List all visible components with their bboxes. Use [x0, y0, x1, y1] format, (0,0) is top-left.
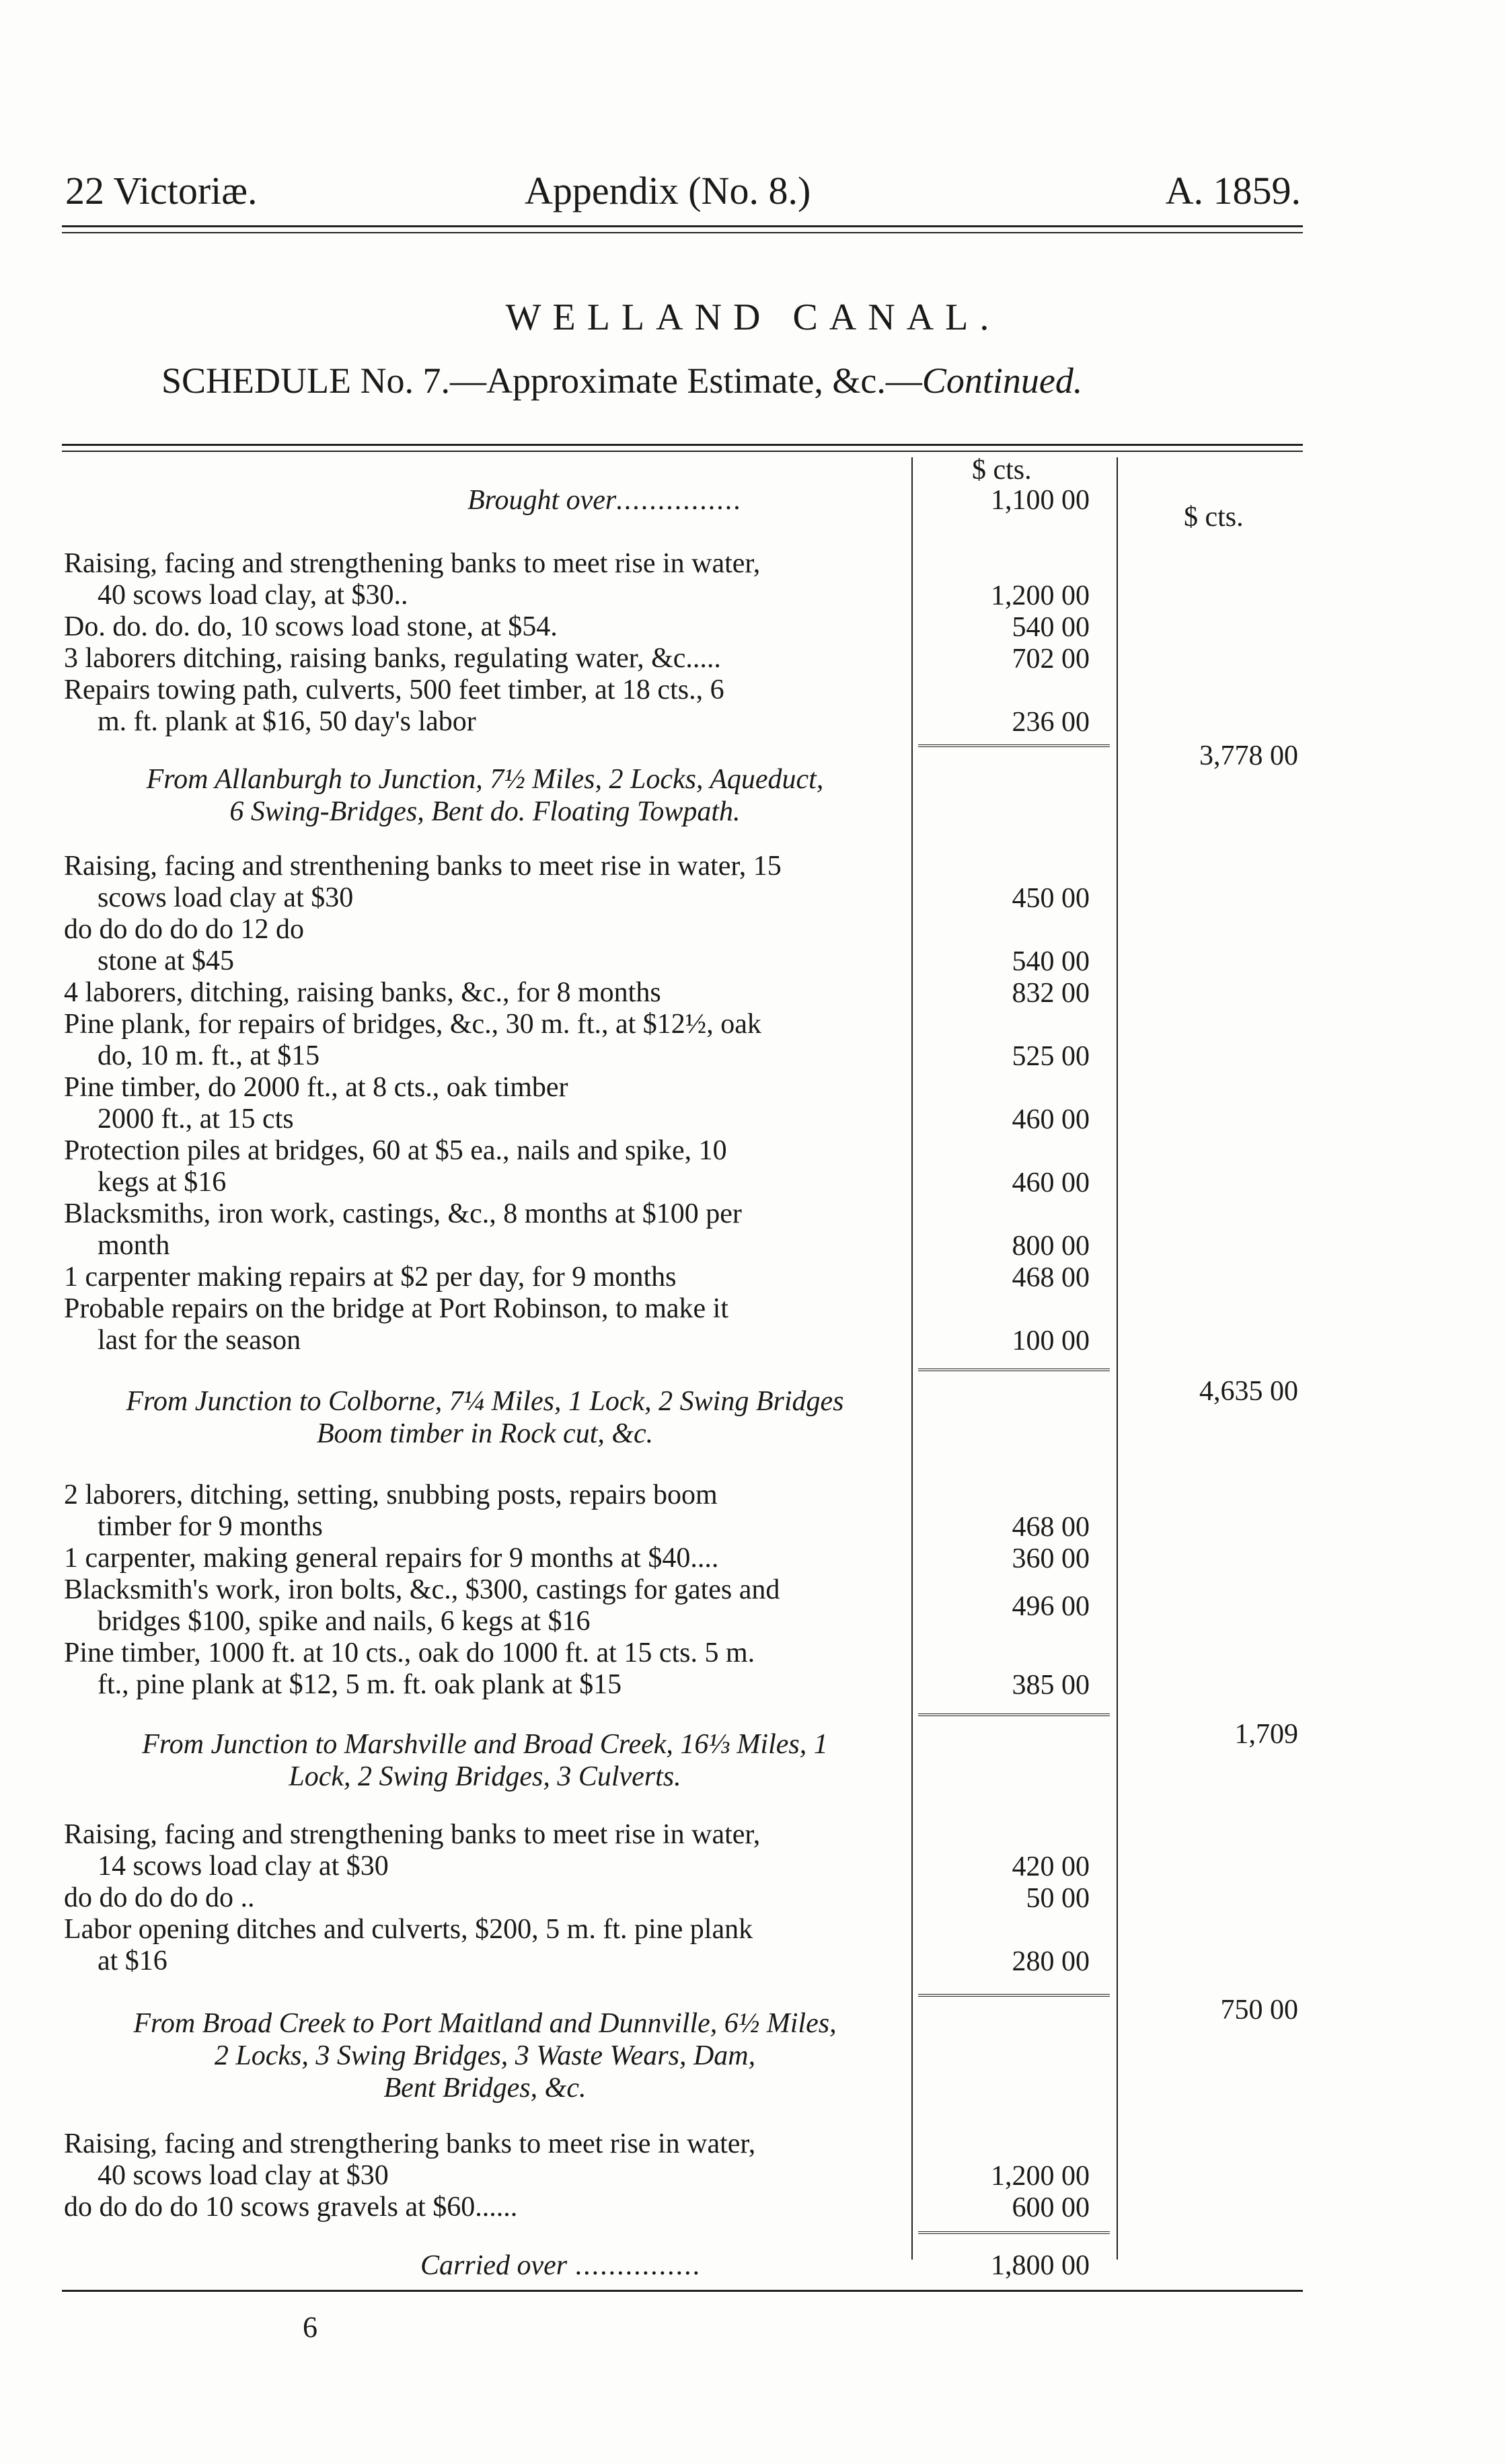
column-divider-description	[911, 457, 913, 2260]
row-amount: 385 00	[1012, 1670, 1090, 1701]
row-amount: 236 00	[1012, 707, 1090, 738]
carried-over-rule	[918, 2231, 1110, 2234]
row-amount: 496 00	[1012, 1591, 1090, 1622]
section-heading-line2: 2 Locks, 3 Swing Bridges, 3 Waste Wears, Dam,	[214, 2040, 756, 2071]
row-text-line1: Raising, facing and strengthening banks to meet rise in water,	[64, 1819, 761, 1850]
table-row	[64, 851, 906, 914]
row-amount: 460 00	[1012, 1167, 1090, 1198]
row-text-line1: Protection piles at bridges, 60 at $5 ea., nails and spike, 10	[64, 1135, 727, 1166]
row-amount: 468 00	[1012, 1512, 1090, 1543]
row-amount: 460 00	[1012, 1104, 1090, 1135]
row-amount: 525 00	[1012, 1041, 1090, 1072]
section-total: 3,778 00	[1199, 740, 1298, 771]
table-row	[64, 977, 906, 1009]
carried-over-text: Carried over	[420, 2250, 568, 2281]
row-text-line2: kegs at $16	[98, 1167, 227, 1198]
table-row	[64, 1543, 906, 1574]
subtotal-rule	[918, 744, 1110, 747]
row-amount: 420 00	[1012, 1851, 1090, 1882]
row-text-line1: Pine plank, for repairs of bridges, &c., 30 m. ft., at $12½, oak	[64, 1009, 761, 1040]
section-total: 1,709	[1234, 1719, 1298, 1750]
row-text-line2: last for the season	[98, 1325, 301, 1356]
row-text-line2: do, 10 m. ft., at $15	[98, 1040, 320, 1071]
row-amount: 468 00	[1012, 1262, 1090, 1293]
table-row	[64, 1882, 906, 1914]
section-heading-line1: From Allanburgh to Junction, 7½ Miles, 2 Locks, Aqueduct,	[146, 764, 824, 795]
row-amount: 100 00	[1012, 1325, 1090, 1356]
table-row	[64, 643, 906, 675]
row-text-line2: 2000 ft., at 15 cts	[98, 1104, 294, 1134]
row-text-line1: 4 laborers, ditching, raising banks, &c., for 8 months	[64, 977, 661, 1008]
header-appendix: Appendix (No. 8.)	[525, 169, 811, 213]
row-text-line1: Probable repairs on the bridge at Port Robinson, to make it	[64, 1293, 728, 1324]
row-text-line2: ft., pine plank at $12, 5 m. ft. oak plank at $15	[98, 1669, 622, 1700]
table-top-rule-thin	[62, 451, 1303, 452]
table-row	[64, 611, 906, 643]
table-row	[64, 1009, 906, 1072]
row-text-line1: Do. do. do. do, 10 scows load stone, at $54.	[64, 611, 558, 642]
table-row	[64, 1198, 906, 1262]
row-amount: 1,200 00	[991, 580, 1090, 611]
row-text-line1: 1 carpenter making repairs at $2 per day, for 9 months	[64, 1262, 677, 1293]
row-text-line1: 3 laborers ditching, raising banks, regulating water, &c.....	[64, 643, 721, 674]
row-amount: 540 00	[1012, 612, 1090, 643]
row-text-line2: scows load clay at $30	[98, 882, 354, 913]
row-text-line2: at $16	[98, 1946, 167, 1976]
row-text-line1: Repairs towing path, culverts, 500 feet timber, at 18 cts., 6	[64, 675, 724, 705]
row-text-line2: 40 scows load clay, at $30..	[98, 580, 408, 611]
carried-over-label: Carried over ...............	[420, 2250, 702, 2281]
section-heading-line2: Lock, 2 Swing Bridges, 3 Culverts.	[289, 1761, 681, 1792]
row-text-line1: Blacksmith's work, iron bolts, &c., $300, castings for gates and	[64, 1574, 780, 1605]
document-title: WELLAND CANAL.	[505, 297, 1001, 338]
row-text-line2: month	[98, 1230, 170, 1261]
row-amount: 702 00	[1012, 644, 1090, 675]
section-heading-line1: From Broad Creek to Port Maitland and Dunnville, 6½ Miles,	[133, 2008, 837, 2039]
header-year: A. 1859.	[1165, 169, 1301, 213]
row-amount: 832 00	[1012, 978, 1090, 1009]
row-text-line1: do do do do 10 scows gravels at $60......	[64, 2192, 518, 2223]
carried-over-amount: 1,800 00	[991, 2250, 1090, 2281]
subtotal-rule	[918, 1714, 1110, 1716]
brought-over-label: Brought over...............	[467, 485, 743, 516]
table-row	[64, 914, 906, 977]
table-row	[64, 1072, 906, 1135]
table-row	[64, 2128, 906, 2192]
row-amount: 1,200 00	[991, 2161, 1090, 2192]
subtitle-main: SCHEDULE No. 7.—Approximate Estimate, &c.—	[161, 360, 922, 401]
section-heading	[64, 1728, 906, 1793]
row-amount: 50 00	[1026, 1883, 1090, 1914]
section-heading-line1: From Junction to Colborne, 7¼ Miles, 1 Lock, 2 Swing Bridges	[126, 1386, 844, 1417]
section-total: 4,635 00	[1199, 1376, 1298, 1407]
section-heading-line1: From Junction to Marshville and Broad Creek, 16⅓ Miles, 1	[142, 1729, 828, 1760]
row-amount: 800 00	[1012, 1231, 1090, 1262]
row-text-line1: 1 carpenter, making general repairs for 9 months at $40....	[64, 1543, 719, 1574]
row-amount: 450 00	[1012, 883, 1090, 914]
row-text-line1: Raising, facing and strengthening banks to meet rise in water,	[64, 548, 761, 579]
table-row	[64, 1479, 906, 1543]
table-row	[64, 1914, 906, 1977]
section-heading	[64, 1385, 906, 1450]
brought-over-text: Brought over	[467, 485, 617, 516]
section-heading	[64, 763, 906, 828]
row-text-line2: 14 scows load clay at $30	[98, 1851, 389, 1882]
header-session: 22 Victoriæ.	[65, 169, 258, 213]
footer-rule	[62, 2290, 1303, 2292]
column-divider-amount	[1117, 457, 1118, 2260]
table-row	[64, 1574, 906, 1638]
table-row	[64, 548, 906, 611]
row-text-line1: do do do do do 12 do	[64, 914, 304, 945]
header-rule-thin	[62, 232, 1303, 233]
brought-over-amount: 1,100 00	[991, 485, 1090, 516]
schedule-subtitle	[161, 360, 1082, 401]
table-row	[64, 1262, 906, 1293]
section-total: 750 00	[1220, 1995, 1298, 2026]
row-amount: 600 00	[1012, 2192, 1090, 2223]
row-text-line1: Pine timber, 1000 ft. at 10 cts., oak do 1000 ft. at 15 cts. 5 m.	[64, 1638, 755, 1668]
section-heading-line2: 6 Swing-Bridges, Bent do. Floating Towpath.	[229, 796, 741, 827]
row-text-line1: do do do do do ..	[64, 1882, 255, 1913]
row-text-line2: m. ft. plank at $16, 50 day's labor	[98, 706, 476, 737]
row-amount: 280 00	[1012, 1946, 1090, 1977]
section-heading-line2: Boom timber in Rock cut, &c.	[316, 1418, 654, 1449]
row-amount: 540 00	[1012, 946, 1090, 977]
table-row	[64, 1638, 906, 1701]
row-amount: 360 00	[1012, 1543, 1090, 1574]
row-text-line1: Blacksmiths, iron work, castings, &c., 8 months at $100 per	[64, 1198, 742, 1229]
amount-column-heading: $ cts.	[972, 455, 1032, 486]
section-heading	[64, 2007, 906, 2104]
table-row	[64, 1293, 906, 1356]
table-row	[64, 675, 906, 738]
table-row	[64, 1819, 906, 1882]
table-row	[64, 1135, 906, 1198]
subtotal-rule	[918, 1369, 1110, 1371]
total-column-heading: $ cts.	[1184, 502, 1244, 533]
row-text-line1: Raising, facing and strenthening banks to meet rise in water, 15	[64, 851, 782, 882]
row-text-line1: Pine timber, do 2000 ft., at 8 cts., oak timber	[64, 1072, 568, 1103]
row-text-line2: timber for 9 months	[98, 1511, 323, 1542]
row-text-line2: 40 scows load clay at $30	[98, 2160, 389, 2191]
table-top-rule	[62, 444, 1303, 446]
row-text-line1: Labor opening ditches and culverts, $200, 5 m. ft. pine plank	[64, 1914, 753, 1945]
row-text-line2: bridges $100, spike and nails, 6 kegs at $16	[98, 1606, 591, 1637]
page-number: 6	[303, 2311, 317, 2344]
subtotal-rule	[918, 1994, 1110, 1997]
row-text-line1: Raising, facing and strengthering banks to meet rise in water,	[64, 2128, 756, 2159]
row-text-line1: 2 laborers, ditching, setting, snubbing posts, repairs boom	[64, 1479, 718, 1510]
header-rule	[62, 225, 1303, 227]
table-row	[64, 2192, 906, 2223]
subtitle-continued: Continued.	[921, 360, 1083, 401]
section-heading-line3: Bent Bridges, &c.	[383, 2073, 587, 2104]
row-text-line2: stone at $45	[98, 946, 234, 976]
